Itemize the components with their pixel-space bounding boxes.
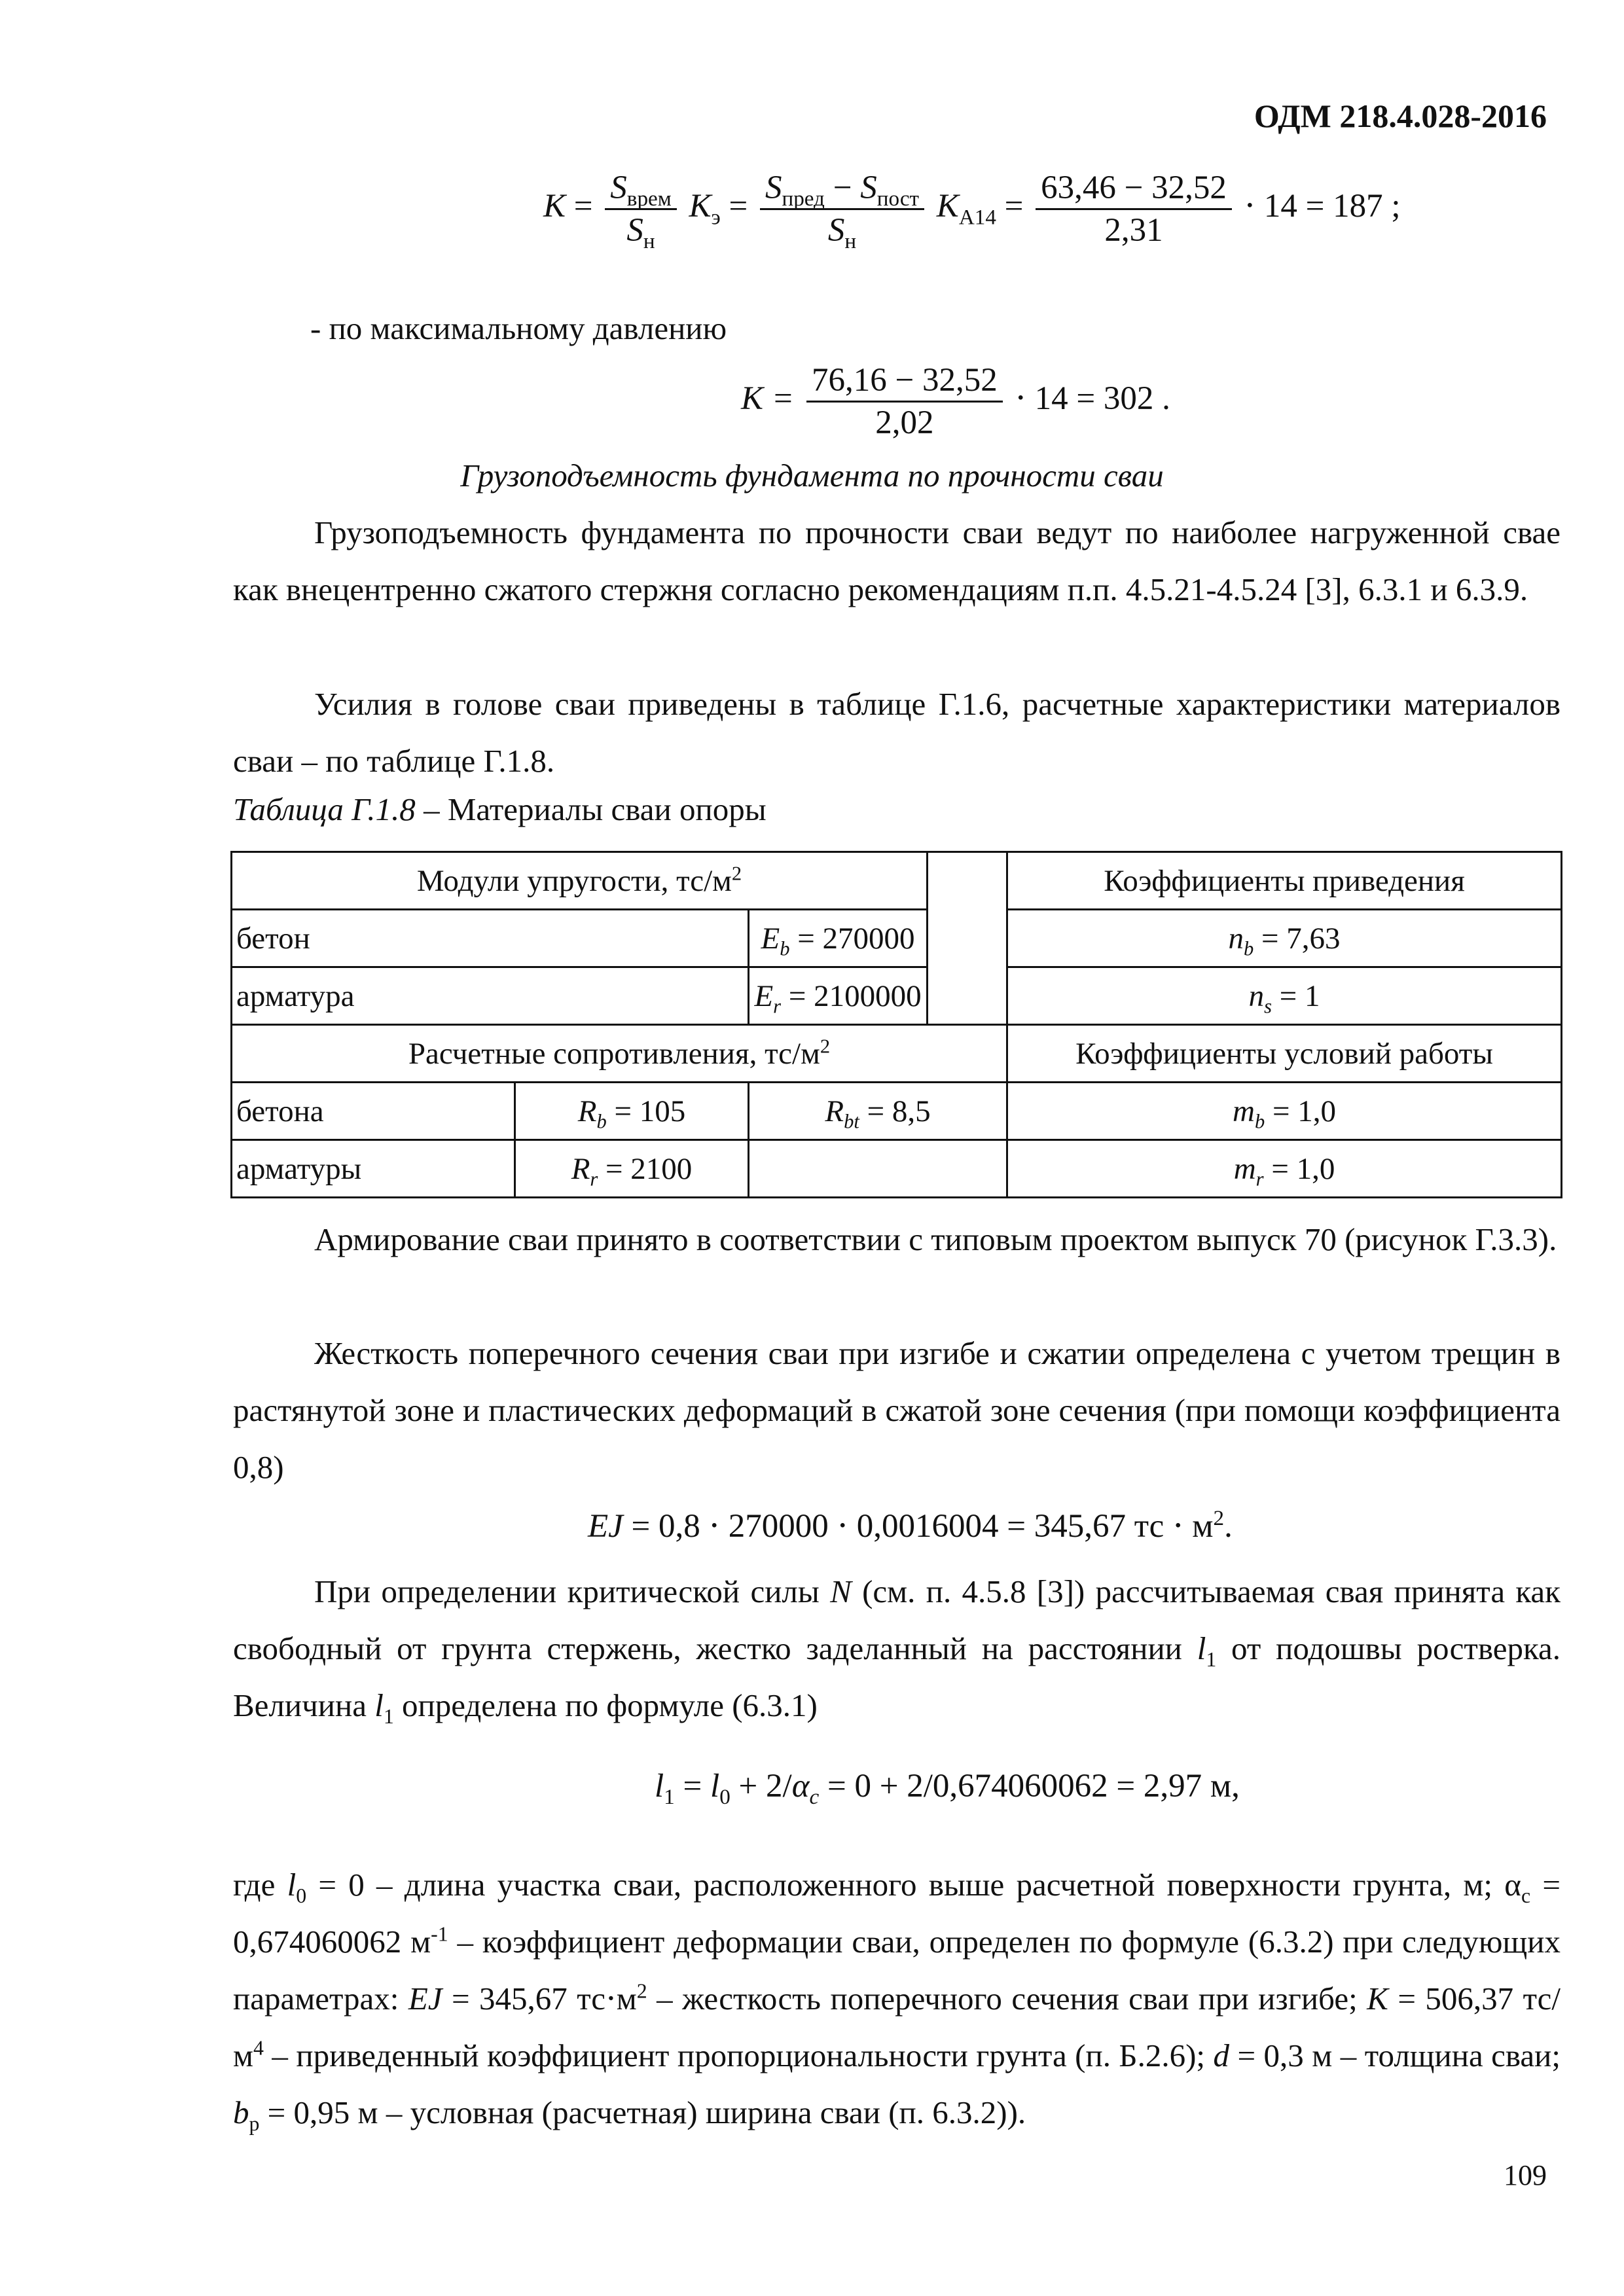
work-header: Коэффициенты условий работы xyxy=(1007,1025,1562,1083)
table-row xyxy=(232,852,1562,910)
fraction-spred-spost: $\frac{S_{пред} - S_{пост}}{S_н}$ xyxy=(760,169,924,249)
cell-betona: бетона xyxy=(232,1083,515,1140)
empty-cell xyxy=(749,1140,1007,1198)
paragraph-reinforcement: Армирование сваи принято в соответствии с типовым проектом выпуск 70 (рисунок Г.3.3). xyxy=(314,1221,1557,1257)
paragraph-strength: Грузоподъемность фундамента по прочности сваи ведут по наиболее нагруженной свае как внецентренно сжатого стержня согласно рекомендациям п.п. 4.5.21-4.5.24 [3], 6.3.1 и 6.3.9. xyxy=(233,514,1561,607)
materials-table xyxy=(230,851,1562,1198)
paragraph-forces: Усилия в голове сваи приведены в таблице Г.1.6, расчетные характеристики материалов сваи – по таблице Г.1.8. xyxy=(233,686,1561,779)
cell-rbt: $R_{bt} = 8,5$ xyxy=(749,1083,1007,1140)
document-code: ОДМ 218.4.028-2016 xyxy=(1254,98,1547,134)
fraction-svrem-sn: $\frac{S_{врем}}{S_н}$ xyxy=(605,169,676,249)
table-row xyxy=(232,1083,1562,1140)
cell-nb: $n_b = 7,63$ xyxy=(1007,910,1562,967)
paragraph-parameters: где $l_0 = 0$ – длина участка сваи, расположенного выше расчетной поверхности грунта, м; $\alpha_c = 0,674060062$ $м^{-1}$ – коэффициент деформации сваи, определен по формуле (6.3.2) при следующих параметрах: EJ = 345,67 $тс\cdot м^2$ – жесткость поперечного сечения сваи при изгибе; K = 506,37 $тс/м^4$ – приведенный коэффициент пропорциональности грунта (п. Б.2.6); d = 0,3 м – толщина сваи; $b_р = 0,95$ м – условная (расчетная) ширина сваи (п. 6.3.2)). xyxy=(233,1867,1561,2135)
cell-armatura: арматура xyxy=(232,967,749,1025)
formula-k: K xyxy=(543,188,566,225)
cell-rr: $R_r = 2100$ xyxy=(515,1140,749,1198)
cell-armatury: арматуры xyxy=(232,1140,515,1198)
formula-max-pressure: K = $\frac{76,16 - 32,52}{2,02}$ ⋅ 14 = 302 . xyxy=(741,362,1170,441)
cell-mr: $m_r = 1,0$ xyxy=(1007,1140,1562,1198)
fraction-numeric-2: $\frac{76,16 - 32,52}{2,02}$ xyxy=(806,361,1003,442)
cell-rb: $R_b = 105$ xyxy=(515,1083,749,1140)
cell-beton: бетон xyxy=(232,910,749,967)
table-row xyxy=(232,1140,1562,1198)
formula-load-coefficient: K = $\frac{S_{врем}}{S_н}$ $K_э$ = $\frac{S_{пред} - S_{пост}}{S_н}$ $K_{А14}$ = $\frac{63,46 - 32,52}{2,31}$ ⋅ 14 = 187 ; xyxy=(543,170,1401,254)
resist-header: Расчетные сопротивления, $тс/м^2$ xyxy=(232,1025,1007,1083)
coef-header: Коэффициенты приведения xyxy=(1007,852,1562,910)
table-row xyxy=(232,1025,1562,1083)
moduli-header: Модули упругости, $тс/м^2$ xyxy=(232,852,928,910)
table-row xyxy=(232,910,1562,967)
cell-mb: $m_b = 1,0$ xyxy=(1007,1083,1562,1140)
text-max-pressure: - по максимальному давлению xyxy=(310,310,727,346)
cell-er: $E_r = 2100000$ xyxy=(749,967,928,1025)
formula-l1: $l_1 = l_0 + 2/\alpha_c = 0 + 2/0,674060062 = 2,97$ м, xyxy=(655,1768,1240,1810)
paragraph-critical-force: При определении критической силы N (см. п. 4.5.8 [3]) рассчитываемая свая принята как свободный от грунта стержень, жестко заделанный на расстоянии $l_1$ от подошвы ростверка. Величина $l_1$ определена по формуле (6.3.1) xyxy=(233,1573,1561,1728)
fraction-numeric-1: $\frac{63,46 - 32,52}{2,31}$ xyxy=(1036,169,1232,249)
cell-ns: $n_s = 1$ xyxy=(1007,967,1562,1025)
page-number: 109 xyxy=(1504,2159,1547,2191)
section-title: Грузоподъемность фундамента по прочности сваи xyxy=(460,457,1164,493)
paragraph-stiffness: Жесткость поперечного сечения сваи при изгибе и сжатии определена с учетом трещин в растянутой зоне и пластических деформаций в сжатой зоне сечения (при помощи коэффициента 0,8) xyxy=(233,1335,1561,1485)
cell-eb: $E_b = 270000$ xyxy=(749,910,928,967)
table-row xyxy=(232,967,1562,1025)
table-caption: Таблица Г.1.8 – Материалы сваи опоры xyxy=(233,791,767,827)
formula-stiffness: EJ = 0,8 ⋅ 270000 ⋅ 0,0016004 = 345,67 тс ⋅ $м^2$. xyxy=(588,1506,1233,1545)
empty-cell xyxy=(928,852,1007,1025)
